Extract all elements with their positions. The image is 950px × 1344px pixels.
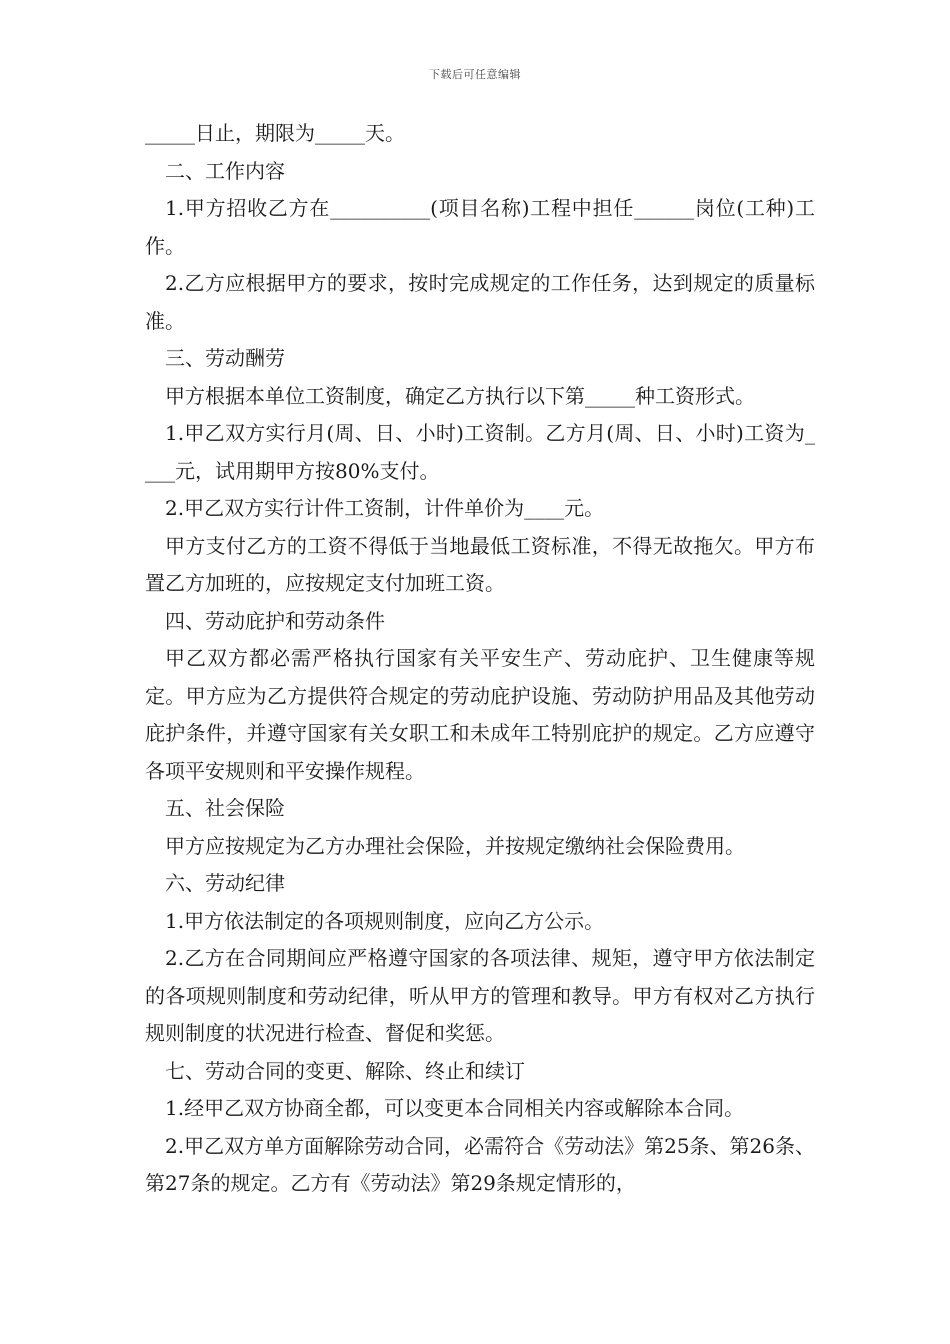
document-body: [145, 115, 815, 1203]
paragraph-term-end: _____日止，期限为_____天。: [145, 121, 405, 145]
paragraph-work-tasks: 2.乙方应根据甲方的要求，按时完成规定的工作任务，达到规定的质量标准。: [145, 271, 815, 333]
paragraph-piece-wage: 2.甲乙双方实行计件工资制，计件单价为____元。: [165, 496, 605, 520]
section-heading-contract-changes: 七、劳动合同的变更、解除、终止和续订: [165, 1058, 525, 1083]
section-heading-labor-discipline: 六、劳动纪律: [165, 871, 285, 895]
section-heading-social-insurance: 五、社会保险: [165, 796, 285, 820]
section-heading-work-content: 二、工作内容: [165, 158, 285, 183]
paragraph-contract-modification: 1.经甲乙双方协商全都，可以变更本合同相关内容或解除本合同。: [165, 1096, 745, 1120]
paragraph-labor-protection: 甲乙双方都必需严格执行国家有关平安生产、劳动庇护、卫生健康等规定。甲方应为乙方提供符合规定的劳动庇护设施、劳动防护用品及其他劳动庇护条件，并遵守国家有关女职工和未成年工特别庇护的规定。乙方应遵守各项平安规则和平安操作规程。: [145, 646, 815, 783]
page-header-note: 下载后可任意编辑: [429, 68, 521, 81]
section-heading-remuneration: 三、劳动酬劳: [165, 346, 285, 370]
paragraph-social-insurance: 甲方应按规定为乙方办理社会保险，并按规定缴纳社会保险费用。: [165, 833, 745, 858]
paragraph-unilateral-termination: 2.甲乙双方单方面解除劳动合同，必需符合《劳动法》第25条、第26条、第27条的规定。乙方有《劳动法》第29条规定情形的，: [145, 1133, 815, 1195]
paragraph-rules-publicity: 1.甲方依法制定的各项规则制度，应向乙方公示。: [165, 908, 605, 933]
paragraph-discipline-compliance: 2.乙方在合同期间应严格遵守国家的各项法律、规矩，遵守甲方依法制定的各项规则制度和劳动纪律，听从甲方的管理和教导。甲方有权对乙方执行规则制度的状况进行检查、督促和奖惩。: [145, 946, 815, 1045]
paragraph-wage-payment: 甲方支付乙方的工资不得低于当地最低工资标准，不得无故拖欠。甲方布置乙方加班的，应按规定支付加班工资。: [145, 533, 815, 595]
paragraph-time-wage: 1.甲乙双方实行月(周、日、小时)工资制。乙方月(周、日、小时)工资为____元，试用期甲方按80%支付。: [145, 421, 815, 483]
paragraph-work-position: 1.甲方招收乙方在__________(项目名称)工程中担任______岗位(工种)工作。: [145, 196, 815, 258]
paragraph-wage-form: 甲方根据本单位工资制度，确定乙方执行以下第_____种工资形式。: [165, 383, 755, 408]
section-heading-labor-protection: 四、劳动庇护和劳动条件: [165, 608, 385, 633]
